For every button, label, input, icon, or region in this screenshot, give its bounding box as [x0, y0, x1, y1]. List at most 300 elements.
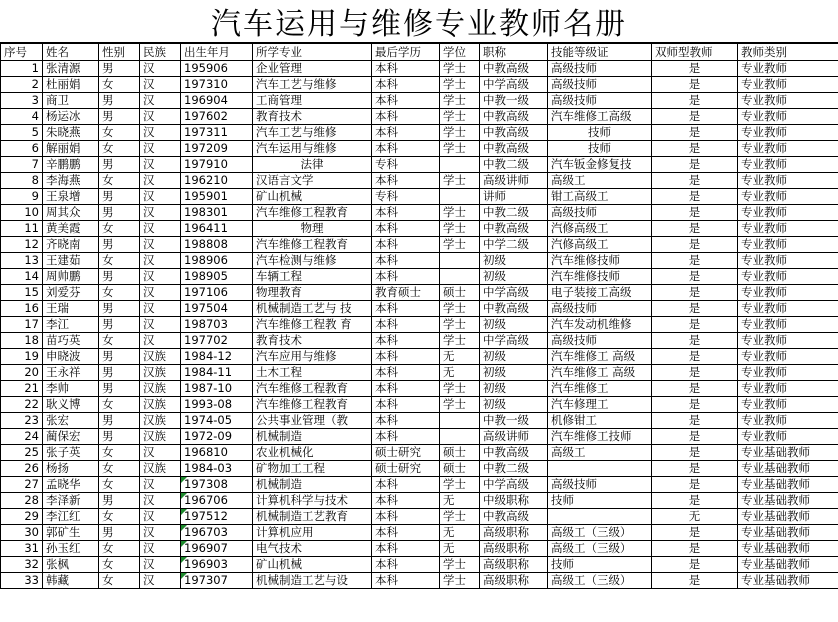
table-cell[interactable]: 17 [1, 317, 43, 333]
header-cell[interactable]: 序号 [1, 44, 43, 61]
table-cell[interactable]: 197602 [181, 109, 253, 125]
table-cell[interactable]: 是 [652, 301, 738, 317]
table-cell[interactable]: 企业管理 [253, 61, 372, 77]
table-cell[interactable]: 13 [1, 253, 43, 269]
table-cell[interactable]: 硕士 [440, 461, 480, 477]
table-cell[interactable]: 汉 [140, 317, 181, 333]
table-cell[interactable]: 专业教师 [738, 429, 838, 445]
table-cell[interactable]: 高级职称 [480, 525, 548, 541]
table-cell[interactable]: 5 [1, 125, 43, 141]
table-cell[interactable]: 无 [652, 509, 738, 525]
table-cell[interactable]: 辛鹏鹏 [43, 157, 99, 173]
table-cell[interactable]: 汽车维修工程教育 [253, 205, 372, 221]
table-cell[interactable]: 男 [99, 317, 140, 333]
table-cell[interactable] [440, 189, 480, 205]
table-cell[interactable]: 学士 [440, 333, 480, 349]
table-cell[interactable]: 22 [1, 397, 43, 413]
table-cell[interactable]: 专业教师 [738, 157, 838, 173]
table-cell[interactable]: 男 [99, 61, 140, 77]
table-cell[interactable]: 学士 [440, 509, 480, 525]
table-cell[interactable]: 高级工（三级） [548, 573, 652, 589]
table-cell[interactable]: 是 [652, 221, 738, 237]
table-cell[interactable]: 23 [1, 413, 43, 429]
table-cell[interactable]: 汉 [140, 541, 181, 557]
table-cell[interactable]: 是 [652, 333, 738, 349]
table-cell[interactable]: 汽车工艺与维修 [253, 77, 372, 93]
table-cell[interactable]: 机械制造工艺教育 [253, 509, 372, 525]
table-cell[interactable]: 专业教师 [738, 381, 838, 397]
header-cell[interactable]: 出生年月 [181, 44, 253, 61]
table-cell[interactable]: 8 [1, 173, 43, 189]
table-cell[interactable]: 学士 [440, 237, 480, 253]
table-cell[interactable]: 学士 [440, 557, 480, 573]
table-cell[interactable]: 本科 [372, 269, 440, 285]
header-cell[interactable]: 最后学历 [372, 44, 440, 61]
table-cell[interactable]: 汉 [140, 301, 181, 317]
table-cell[interactable]: 专业教师 [738, 221, 838, 237]
table-cell[interactable]: 中级职称 [480, 493, 548, 509]
header-cell[interactable]: 双师型教师 [652, 44, 738, 61]
table-cell[interactable]: 198703 [181, 317, 253, 333]
table-cell[interactable]: 技师 [548, 557, 652, 573]
table-cell[interactable] [440, 269, 480, 285]
table-cell[interactable]: 195906 [181, 61, 253, 77]
table-cell[interactable]: 男 [99, 93, 140, 109]
table-cell[interactable]: 197310 [181, 77, 253, 93]
table-cell[interactable]: 硕士研究 [372, 461, 440, 477]
table-cell[interactable]: 是 [652, 189, 738, 205]
table-cell[interactable]: 本科 [372, 525, 440, 541]
table-cell[interactable]: 汉 [140, 573, 181, 589]
table-cell[interactable]: 机械制造 [253, 429, 372, 445]
table-cell[interactable] [440, 413, 480, 429]
header-cell[interactable]: 职称 [480, 44, 548, 61]
table-cell[interactable]: 本科 [372, 573, 440, 589]
table-cell[interactable]: 男 [99, 157, 140, 173]
table-cell[interactable]: 解丽娟 [43, 141, 99, 157]
table-cell[interactable]: 本科 [372, 429, 440, 445]
table-cell[interactable]: 汉 [140, 77, 181, 93]
table-cell[interactable]: 男 [99, 365, 140, 381]
table-cell[interactable]: 汉 [140, 109, 181, 125]
table-cell[interactable]: 王瑞 [43, 301, 99, 317]
table-cell[interactable]: 男 [99, 429, 140, 445]
table-cell[interactable]: 高级职称 [480, 541, 548, 557]
table-cell[interactable]: 196706 [181, 493, 253, 509]
table-cell[interactable]: 耿义博 [43, 397, 99, 413]
table-cell[interactable]: 专业教师 [738, 125, 838, 141]
table-cell[interactable]: 本科 [372, 125, 440, 141]
table-cell[interactable]: 中教二级 [480, 461, 548, 477]
table-cell[interactable]: 硕士 [440, 285, 480, 301]
table-cell[interactable]: 讲师 [480, 189, 548, 205]
table-cell[interactable]: 195901 [181, 189, 253, 205]
table-cell[interactable]: 197910 [181, 157, 253, 173]
table-cell[interactable]: 学士 [440, 573, 480, 589]
table-cell[interactable]: 中教二级 [480, 205, 548, 221]
table-cell[interactable]: 15 [1, 285, 43, 301]
table-cell[interactable]: 197702 [181, 333, 253, 349]
table-cell[interactable]: 汉 [140, 477, 181, 493]
table-cell[interactable]: 1984-03 [181, 461, 253, 477]
table-cell[interactable]: 本科 [372, 61, 440, 77]
table-cell[interactable]: 矿山机械 [253, 557, 372, 573]
table-cell[interactable]: 196907 [181, 541, 253, 557]
table-cell[interactable]: 汉 [140, 285, 181, 301]
table-cell[interactable]: 王永祥 [43, 365, 99, 381]
table-cell[interactable]: 本科 [372, 93, 440, 109]
table-cell[interactable]: 本科 [372, 141, 440, 157]
table-cell[interactable]: 汉 [140, 253, 181, 269]
table-cell[interactable]: 教育技术 [253, 109, 372, 125]
table-cell[interactable]: 是 [652, 349, 738, 365]
table-cell[interactable]: 汉 [140, 333, 181, 349]
table-cell[interactable]: 本科 [372, 381, 440, 397]
table-cell[interactable]: 中学二级 [480, 237, 548, 253]
table-cell[interactable]: 学士 [440, 381, 480, 397]
table-cell[interactable]: 198301 [181, 205, 253, 221]
table-cell[interactable]: 孟晓华 [43, 477, 99, 493]
table-cell[interactable]: 26 [1, 461, 43, 477]
table-cell[interactable]: 计算机应用 [253, 525, 372, 541]
table-cell[interactable]: 郭矿生 [43, 525, 99, 541]
table-cell[interactable]: 本科 [372, 109, 440, 125]
table-cell[interactable] [440, 157, 480, 173]
table-cell[interactable]: 女 [99, 509, 140, 525]
table-cell[interactable]: 汉 [140, 525, 181, 541]
table-cell[interactable]: 汽车工艺与维修 [253, 125, 372, 141]
table-cell[interactable]: 汽车应用与维修 [253, 349, 372, 365]
table-cell[interactable]: 本科 [372, 541, 440, 557]
table-cell[interactable]: 是 [652, 269, 738, 285]
table-cell[interactable]: 物理 [253, 221, 372, 237]
table-cell[interactable]: 高级技师 [548, 61, 652, 77]
table-cell[interactable]: 专业基础教师 [738, 445, 838, 461]
table-cell[interactable]: 高级技师 [548, 333, 652, 349]
header-cell[interactable]: 性别 [99, 44, 140, 61]
table-cell[interactable]: 汉 [140, 141, 181, 157]
table-cell[interactable]: 专业教师 [738, 77, 838, 93]
table-cell[interactable]: 初级 [480, 397, 548, 413]
table-cell[interactable]: 硕士 [440, 445, 480, 461]
table-cell[interactable]: 是 [652, 429, 738, 445]
table-cell[interactable]: 汉 [140, 93, 181, 109]
table-cell[interactable]: 汽车维修工 [548, 381, 652, 397]
table-cell[interactable]: 本科 [372, 205, 440, 221]
table-cell[interactable]: 汽车维修工程教育 [253, 397, 372, 413]
table-cell[interactable]: 1 [1, 61, 43, 77]
table-cell[interactable]: 黄美霞 [43, 221, 99, 237]
table-cell[interactable]: 中教高级 [480, 125, 548, 141]
table-cell[interactable]: 李江红 [43, 509, 99, 525]
table-cell[interactable]: 技师 [548, 125, 652, 141]
table-cell[interactable]: 是 [652, 557, 738, 573]
table-cell[interactable]: 初级 [480, 365, 548, 381]
table-cell[interactable]: 公共事业管理（教 [253, 413, 372, 429]
table-cell[interactable]: 女 [99, 173, 140, 189]
table-cell[interactable]: 汉 [140, 493, 181, 509]
table-cell[interactable]: 本科 [372, 413, 440, 429]
table-cell[interactable]: 本科 [372, 317, 440, 333]
table-cell[interactable]: 是 [652, 253, 738, 269]
table-cell[interactable]: 女 [99, 285, 140, 301]
table-cell[interactable]: 汽修高级工 [548, 237, 652, 253]
table-cell[interactable]: 矿山机械 [253, 189, 372, 205]
table-cell[interactable]: 教育硕士 [372, 285, 440, 301]
table-cell[interactable]: 汉 [140, 269, 181, 285]
table-cell[interactable]: 学士 [440, 397, 480, 413]
table-cell[interactable]: 电子装接工高级 [548, 285, 652, 301]
table-cell[interactable]: 矿物加工工程 [253, 461, 372, 477]
table-cell[interactable]: 是 [652, 141, 738, 157]
table-cell[interactable]: 蔺保宏 [43, 429, 99, 445]
table-cell[interactable]: 汽车维修技师 [548, 253, 652, 269]
table-cell[interactable]: 苗巧英 [43, 333, 99, 349]
table-cell[interactable]: 男 [99, 205, 140, 221]
table-cell[interactable]: 张子英 [43, 445, 99, 461]
table-cell[interactable]: 高级职称 [480, 573, 548, 589]
table-cell[interactable]: 中学高级 [480, 285, 548, 301]
table-cell[interactable]: 是 [652, 541, 738, 557]
table-cell[interactable]: 张清源 [43, 61, 99, 77]
table-cell[interactable]: 无 [440, 493, 480, 509]
table-cell[interactable]: 是 [652, 93, 738, 109]
table-cell[interactable]: 女 [99, 541, 140, 557]
table-cell[interactable]: 6 [1, 141, 43, 157]
table-cell[interactable]: 高级职称 [480, 557, 548, 573]
table-cell[interactable]: 是 [652, 125, 738, 141]
table-cell[interactable]: 汽车维修工程教育 [253, 381, 372, 397]
table-cell[interactable]: 女 [99, 333, 140, 349]
table-cell[interactable]: 29 [1, 509, 43, 525]
table-cell[interactable]: 汉族 [140, 461, 181, 477]
table-cell[interactable] [548, 509, 652, 525]
table-cell[interactable]: 学士 [440, 141, 480, 157]
table-cell[interactable]: 汽车维修工 高级 [548, 365, 652, 381]
table-cell[interactable]: 33 [1, 573, 43, 589]
table-cell[interactable]: 杜丽娟 [43, 77, 99, 93]
table-cell[interactable]: 196703 [181, 525, 253, 541]
table-cell[interactable]: 男 [99, 493, 140, 509]
table-cell[interactable]: 女 [99, 445, 140, 461]
table-cell[interactable]: 中教高级 [480, 109, 548, 125]
table-cell[interactable]: 专业教师 [738, 333, 838, 349]
table-cell[interactable]: 32 [1, 557, 43, 573]
table-cell[interactable]: 学士 [440, 477, 480, 493]
table-cell[interactable]: 197512 [181, 509, 253, 525]
table-cell[interactable]: 周帅鹏 [43, 269, 99, 285]
table-cell[interactable]: 无 [440, 541, 480, 557]
table-cell[interactable]: 本科 [372, 477, 440, 493]
table-cell[interactable]: 初级 [480, 349, 548, 365]
table-cell[interactable]: 商卫 [43, 93, 99, 109]
table-cell[interactable]: 本科 [372, 397, 440, 413]
table-cell[interactable]: 汽车维修工程教 育 [253, 317, 372, 333]
table-cell[interactable]: 本科 [372, 557, 440, 573]
table-cell[interactable]: 197307 [181, 573, 253, 589]
table-cell[interactable]: 汉 [140, 189, 181, 205]
table-cell[interactable]: 专业教师 [738, 349, 838, 365]
table-cell[interactable]: 是 [652, 461, 738, 477]
table-cell[interactable]: 3 [1, 93, 43, 109]
table-cell[interactable]: 法律 [253, 157, 372, 173]
table-cell[interactable]: 16 [1, 301, 43, 317]
table-cell[interactable]: 申晓波 [43, 349, 99, 365]
table-cell[interactable]: 土木工程 [253, 365, 372, 381]
table-cell[interactable]: 高级工（三级） [548, 525, 652, 541]
table-cell[interactable]: 专业教师 [738, 269, 838, 285]
table-cell[interactable]: 专业教师 [738, 109, 838, 125]
table-cell[interactable]: 汽车维修技师 [548, 269, 652, 285]
table-cell[interactable]: 21 [1, 381, 43, 397]
table-cell[interactable]: 198905 [181, 269, 253, 285]
table-cell[interactable]: 汉族 [140, 349, 181, 365]
table-cell[interactable] [548, 461, 652, 477]
table-cell[interactable]: 31 [1, 541, 43, 557]
table-cell[interactable]: 11 [1, 221, 43, 237]
table-cell[interactable]: 专业教师 [738, 253, 838, 269]
table-cell[interactable]: 专业基础教师 [738, 573, 838, 589]
table-cell[interactable]: 张枫 [43, 557, 99, 573]
table-cell[interactable]: 是 [652, 109, 738, 125]
table-cell[interactable]: 专业基础教师 [738, 541, 838, 557]
table-cell[interactable]: 高级技师 [548, 205, 652, 221]
table-cell[interactable]: 学士 [440, 109, 480, 125]
table-cell[interactable]: 中教高级 [480, 301, 548, 317]
table-cell[interactable] [440, 429, 480, 445]
table-cell[interactable]: 女 [99, 125, 140, 141]
table-cell[interactable]: 汽车运用与维修 [253, 141, 372, 157]
table-cell[interactable]: 男 [99, 413, 140, 429]
table-cell[interactable]: 男 [99, 381, 140, 397]
table-cell[interactable]: 专科 [372, 189, 440, 205]
table-cell[interactable]: 197106 [181, 285, 253, 301]
table-cell[interactable]: 女 [99, 573, 140, 589]
table-cell[interactable]: 高级讲师 [480, 429, 548, 445]
table-cell[interactable]: 女 [99, 557, 140, 573]
table-cell[interactable]: 196904 [181, 93, 253, 109]
table-cell[interactable]: 汽车发动机维修 [548, 317, 652, 333]
table-cell[interactable]: 学士 [440, 221, 480, 237]
table-cell[interactable]: 是 [652, 205, 738, 221]
table-cell[interactable]: 男 [99, 301, 140, 317]
table-cell[interactable]: 是 [652, 525, 738, 541]
table-cell[interactable]: 本科 [372, 493, 440, 509]
table-cell[interactable]: 18 [1, 333, 43, 349]
table-cell[interactable]: 汉族 [140, 365, 181, 381]
table-cell[interactable]: 是 [652, 285, 738, 301]
table-cell[interactable]: 女 [99, 77, 140, 93]
table-cell[interactable]: 汽车维修工技师 [548, 429, 652, 445]
table-cell[interactable]: 是 [652, 413, 738, 429]
table-cell[interactable]: 专业教师 [738, 397, 838, 413]
table-cell[interactable]: 1984-11 [181, 365, 253, 381]
table-cell[interactable]: 汉语言文学 [253, 173, 372, 189]
table-cell[interactable]: 是 [652, 157, 738, 173]
table-cell[interactable]: 汽修高级工 [548, 221, 652, 237]
table-cell[interactable]: 汉 [140, 509, 181, 525]
table-cell[interactable]: 是 [652, 61, 738, 77]
table-cell[interactable]: 是 [652, 237, 738, 253]
table-cell[interactable]: 198906 [181, 253, 253, 269]
table-cell[interactable]: 物理教育 [253, 285, 372, 301]
table-cell[interactable]: 女 [99, 253, 140, 269]
header-cell[interactable]: 民族 [140, 44, 181, 61]
table-cell[interactable]: 学士 [440, 61, 480, 77]
table-cell[interactable]: 专业教师 [738, 317, 838, 333]
table-cell[interactable]: 女 [99, 461, 140, 477]
table-cell[interactable]: 专业基础教师 [738, 525, 838, 541]
table-cell[interactable]: 学士 [440, 205, 480, 221]
table-cell[interactable]: 专业教师 [738, 61, 838, 77]
table-cell[interactable]: 初级 [480, 269, 548, 285]
table-cell[interactable]: 12 [1, 237, 43, 253]
table-cell[interactable]: 本科 [372, 349, 440, 365]
table-cell[interactable]: 学士 [440, 173, 480, 189]
table-cell[interactable]: 专业基础教师 [738, 461, 838, 477]
table-cell[interactable]: 196411 [181, 221, 253, 237]
table-cell[interactable]: 机械制造工艺与 技 [253, 301, 372, 317]
table-cell[interactable]: 汽车维修工 高级 [548, 349, 652, 365]
table-cell[interactable]: 9 [1, 189, 43, 205]
table-cell[interactable]: 1987-10 [181, 381, 253, 397]
table-cell[interactable]: 汉 [140, 157, 181, 173]
table-cell[interactable]: 24 [1, 429, 43, 445]
table-cell[interactable]: 李泽新 [43, 493, 99, 509]
table-cell[interactable]: 女 [99, 477, 140, 493]
table-cell[interactable]: 汉 [140, 205, 181, 221]
table-cell[interactable]: 汉 [140, 61, 181, 77]
table-cell[interactable]: 学士 [440, 93, 480, 109]
table-cell[interactable]: 刘爱芬 [43, 285, 99, 301]
table-cell[interactable]: 李海燕 [43, 173, 99, 189]
table-cell[interactable]: 杨扬 [43, 461, 99, 477]
header-cell[interactable]: 教师类别 [738, 44, 838, 61]
table-cell[interactable]: 无 [440, 525, 480, 541]
header-cell[interactable]: 所学专业 [253, 44, 372, 61]
table-cell[interactable]: 本科 [372, 77, 440, 93]
table-cell[interactable]: 汽车修理工 [548, 397, 652, 413]
table-cell[interactable]: 初级 [480, 317, 548, 333]
table-cell[interactable]: 本科 [372, 365, 440, 381]
table-cell[interactable]: 汉 [140, 445, 181, 461]
table-cell[interactable]: 汉族 [140, 381, 181, 397]
table-cell[interactable]: 中学高级 [480, 77, 548, 93]
table-cell[interactable]: 农业机械化 [253, 445, 372, 461]
table-cell[interactable]: 教育技术 [253, 333, 372, 349]
table-cell[interactable]: 是 [652, 365, 738, 381]
table-cell[interactable] [440, 253, 480, 269]
table-cell[interactable]: 汽车钣金修复技 [548, 157, 652, 173]
table-cell[interactable]: 高级工 [548, 445, 652, 461]
table-cell[interactable]: 本科 [372, 253, 440, 269]
table-cell[interactable]: 李江 [43, 317, 99, 333]
table-cell[interactable]: 男 [99, 525, 140, 541]
table-cell[interactable]: 女 [99, 397, 140, 413]
table-cell[interactable]: 197308 [181, 477, 253, 493]
table-cell[interactable]: 专业基础教师 [738, 493, 838, 509]
table-cell[interactable]: 197311 [181, 125, 253, 141]
table-cell[interactable]: 1984-12 [181, 349, 253, 365]
header-cell[interactable]: 技能等级证 [548, 44, 652, 61]
table-cell[interactable]: 专科 [372, 157, 440, 173]
table-cell[interactable]: 汽车检测与维修 [253, 253, 372, 269]
table-cell[interactable]: 韩藏 [43, 573, 99, 589]
table-cell[interactable]: 汉 [140, 557, 181, 573]
table-cell[interactable]: 机械制造工艺与设 [253, 573, 372, 589]
table-cell[interactable]: 30 [1, 525, 43, 541]
table-cell[interactable]: 中教高级 [480, 445, 548, 461]
